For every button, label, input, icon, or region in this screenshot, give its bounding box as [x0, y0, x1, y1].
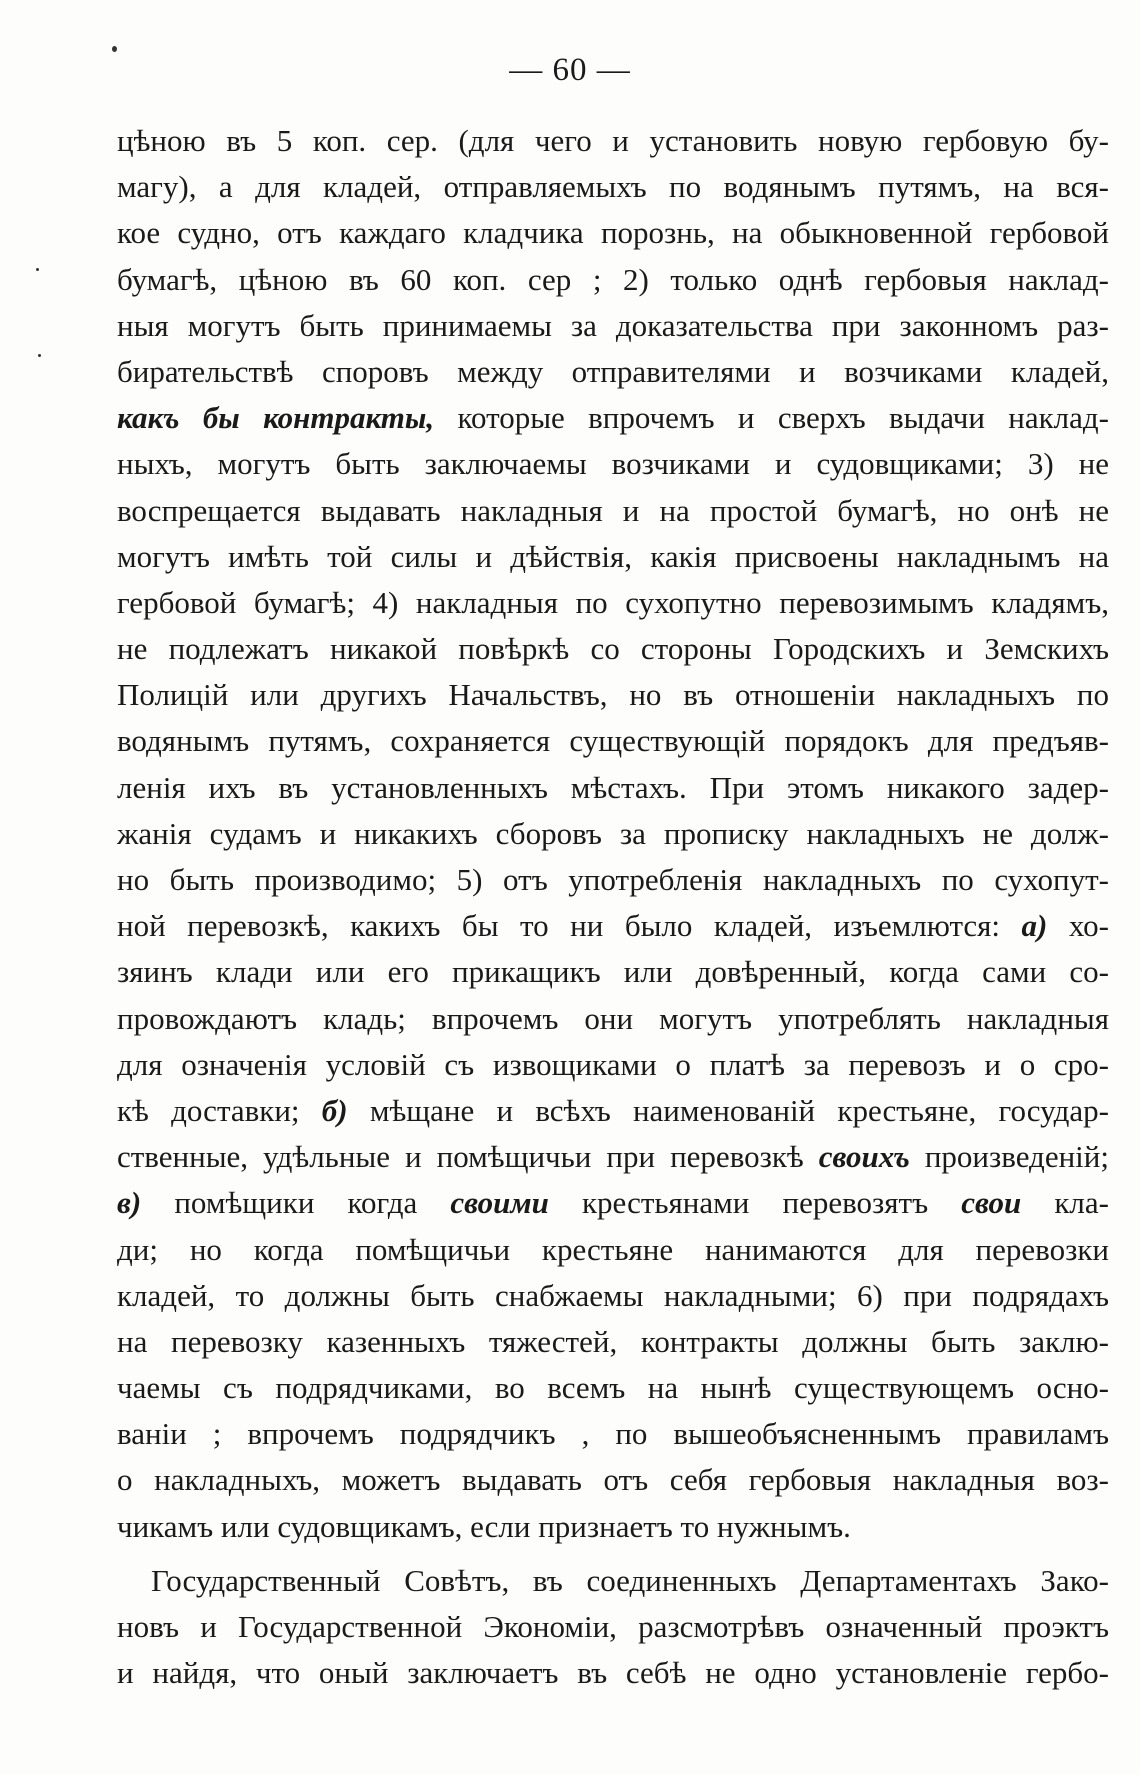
text-segment: могутъ имѣть той силы и дѣйствія, какія присвоены накладнымъ на	[117, 538, 1109, 574]
text-line	[117, 164, 1109, 210]
paragraph-1	[117, 118, 1109, 1550]
text-line	[117, 580, 1109, 626]
text-segment: Полицій или другихъ Начальствъ, но въ отношеніи накладныхъ по	[117, 677, 1109, 713]
italic-text: своими	[450, 1185, 549, 1221]
text-line	[117, 349, 1109, 395]
text-segment: мѣщане и всѣхъ наименованій крестьяне, государ-	[347, 1092, 1109, 1128]
text-segment: провождаютъ кладь; впрочемъ они могутъ употреблять накладныя	[117, 1000, 1109, 1036]
text-segment: ди; но когда помѣщичьи крестьяне нанимаются для перевозки	[117, 1231, 1109, 1267]
text-line	[117, 257, 1109, 303]
text-line	[117, 811, 1109, 857]
text-line	[117, 626, 1109, 672]
text-segment: для означенія условій съ извощиками о платѣ за перевозъ и о сро-	[117, 1046, 1109, 1082]
text-line	[117, 949, 1109, 995]
text-line	[117, 441, 1109, 487]
text-segment: бирательствѣ споровъ между отправителями и возчиками кладей,	[117, 353, 1109, 389]
text-line	[117, 996, 1109, 1042]
text-segment: на перевозку казенныхъ тяжестей, контракты должны быть заклю-	[117, 1323, 1109, 1359]
print-speck	[36, 268, 39, 271]
text-line	[117, 210, 1109, 256]
text-segment: не подлежатъ никакой повѣркѣ со стороны Городскихъ и Земскихъ	[117, 631, 1109, 667]
text-line	[117, 1365, 1109, 1411]
text-line	[117, 718, 1109, 764]
text-segment: цѣною въ 5 коп. сер. (для чего и установить новую гербовую бу-	[117, 123, 1109, 158]
text-segment: гербовой бумагѣ; 4) накладныя по сухопутно перевозимымъ кладямъ,	[117, 584, 1109, 620]
text-line: и найдя, что оный заключаетъ въ себѣ не одно установленіе гербо-	[117, 1655, 1109, 1691]
text-segment: бумагѣ, цѣною въ 60 коп. сер ; 2) только однѣ гербовыя наклад-	[117, 261, 1109, 297]
text-segment: помѣщики когда	[141, 1185, 451, 1221]
text-segment: кѣ доставки;	[117, 1092, 322, 1128]
text-segment: ственные, удѣльные и помѣщичьи при перевозкѣ	[117, 1139, 819, 1175]
text-segment: ленія ихъ въ установленныхъ мѣстахъ. При этомъ никакого задер-	[117, 769, 1109, 805]
text-line	[117, 1411, 1109, 1457]
text-segment: хо-	[1047, 908, 1109, 944]
print-speck	[38, 354, 41, 357]
text-segment: кладей, то должны быть снабжаемы накладными; 6) при подрядахъ	[117, 1277, 1109, 1313]
text-segment: о накладныхъ, можетъ выдавать отъ себя гербовыя накладныя воз-	[117, 1462, 1109, 1498]
text-segment: ваніи ; впрочемъ подрядчикъ , по вышеобъясненнымъ правиламъ	[117, 1416, 1109, 1452]
page-number: — 60 —	[509, 52, 631, 88]
text-line: новъ и Государственной Экономіи, разсмотрѣвъ означенный проэктъ	[117, 1609, 1109, 1644]
italic-text: какъ бы контракты,	[117, 400, 435, 436]
italic-text: свои	[961, 1185, 1022, 1221]
text-line	[117, 534, 1109, 580]
print-speck	[112, 46, 117, 52]
text-segment: чаемы съ подрядчиками, во всемъ на нынѣ существующемъ осно-	[117, 1370, 1109, 1406]
text-segment: водянымъ путямъ, сохраняется существующій порядокъ для предъяв-	[117, 723, 1109, 759]
text-segment: произведеній;	[909, 1139, 1109, 1175]
text-segment: магу), а для кладей, отправляемыхъ по водянымъ путямъ, на вся-	[117, 169, 1109, 205]
text-line	[117, 1457, 1109, 1503]
paragraph-2	[117, 1558, 1109, 1697]
text-line	[117, 765, 1109, 811]
text-line	[117, 1504, 1109, 1550]
text-line	[117, 1134, 1109, 1180]
text-line	[117, 395, 1109, 441]
text-line	[117, 303, 1109, 349]
text-line	[117, 118, 1109, 164]
text-line	[117, 1042, 1109, 1088]
italic-text: а)	[1021, 908, 1048, 944]
text-segment: но быть производимо; 5) отъ употребленія накладныхъ по сухопут-	[117, 862, 1109, 897]
text-line	[117, 1180, 1109, 1226]
text-segment: жанія судамъ и никакихъ сборовъ за прописку накладныхъ не долж-	[117, 815, 1109, 851]
text-line: Государственный Совѣтъ, въ соединенныхъ Департаментахъ Зако-	[151, 1562, 1109, 1598]
text-segment: ныхъ, могутъ быть заключаемы возчиками и судовщиками; 3) не	[117, 446, 1109, 482]
text-line	[117, 857, 1109, 903]
text-segment: чикамъ или судовщикамъ, если признаетъ то нужнымъ.	[117, 1508, 851, 1544]
text-line	[117, 1088, 1109, 1134]
text-line	[117, 1227, 1109, 1273]
italic-text: б)	[321, 1092, 348, 1128]
text-segment: кла-	[1021, 1185, 1109, 1221]
text-segment: крестьянами перевозятъ	[548, 1185, 962, 1221]
text-line	[117, 1273, 1109, 1319]
text-line	[117, 672, 1109, 718]
italic-text: в)	[117, 1185, 142, 1221]
text-segment: ной перевозкѣ, какихъ бы то ни было кладей, изъемлются:	[117, 908, 1022, 944]
text-segment: воспрещается выдавать накладныя и на простой бумагѣ, но онѣ не	[117, 492, 1109, 528]
text-line	[117, 488, 1109, 534]
italic-text: своихъ	[818, 1139, 910, 1175]
text-segment: кое судно, отъ каждаго кладчика порознь, на обыкновенной гербовой	[117, 215, 1109, 251]
text-segment: которые впрочемъ и сверхъ выдачи наклад-	[434, 400, 1109, 436]
text-segment: зяинъ клади или его прикащикъ или довѣренный, когда сами со-	[117, 954, 1109, 990]
body-text	[117, 118, 1109, 1696]
text-line	[117, 1319, 1109, 1365]
text-segment: ныя могутъ быть принимаемы за доказательства при законномъ раз-	[117, 307, 1109, 343]
text-line	[117, 903, 1109, 949]
